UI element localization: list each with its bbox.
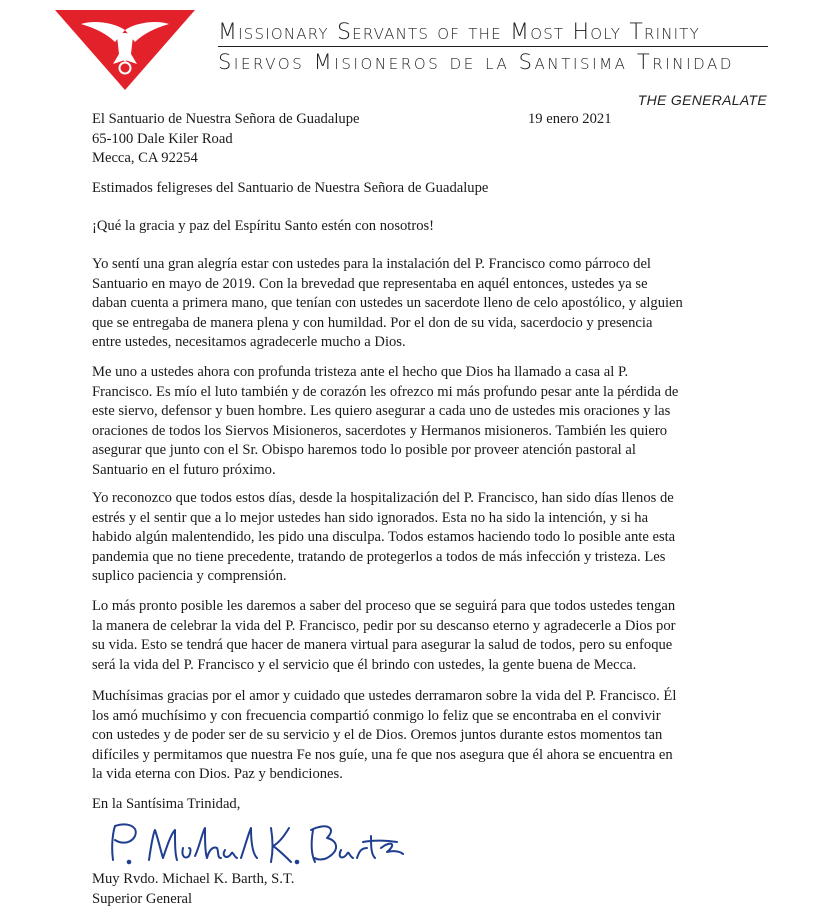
- office-label: THE GENERALATE: [637, 92, 767, 108]
- paragraph-line: será la vida del P. Francisco y el servicio que él brindo con ustedes, la gente buena de Mecca.: [92, 656, 637, 673]
- signer-name: Muy Rvdo. Michael K. Barth, S.T.: [92, 871, 295, 887]
- paragraph-line: este siervo, defensor y buen hombre. Les quiero asegurar a cada uno de ustedes mis oraciones y las: [92, 403, 671, 420]
- signer-block: [92, 870, 732, 909]
- paragraph-line: pandemia que no tiene precedente, tratando de protegerlos a todos de más infección y tristeza. Les: [92, 548, 666, 565]
- address-line: 65-100 Dale Kiler Road: [92, 130, 233, 147]
- salutation: Estimados feligreses del Santuario de Nuestra Señora de Guadalupe: [92, 180, 489, 196]
- paragraph-line: Lo más pronto posible les daremos a saber del proceso que se seguirá para que todos ustedes tengan: [92, 598, 676, 614]
- address-line: Mecca, CA 92254: [92, 150, 198, 167]
- paragraph-1: [92, 255, 732, 353]
- paragraph-line: Me uno a ustedes ahora con profunda tristeza ante el hecho que Dios ha llamado a casa al P.: [92, 364, 629, 380]
- paragraph-line: su vida. Esto se tendrá que hacer de manera virtual para asegurar la salud de todos, pero su enfoque: [92, 637, 673, 654]
- paragraph-line: habido algún malentendido, les pido una disculpa. Todos estamos haciendo todo lo posible ante esta: [92, 529, 676, 546]
- paragraph-line: daban cuenta a primera mano, que tenían con ustedes un sacerdote lleno de celo apostólico, y alguien: [92, 295, 683, 312]
- paragraph-line: difíciles y permitamos que nuestra Fe nos guíe, una fe que nos asegura que él ahora se encuentra en: [92, 746, 673, 763]
- paragraph-line: con ustedes y de poder ser de su servicio y el de Dios. Oremos juntos durante estos momentos tan: [92, 727, 663, 744]
- paragraph-line: asegurar que junto con el Sr. Obispo haremos todo lo posible por proveer atención pastoral al: [92, 442, 636, 459]
- paragraph-line: Muchísimas gracias por el amor y cuidado que ustedes derramaron sobre la vida del P. Francisco. Él: [92, 688, 677, 704]
- paragraph-line: la manera de celebrar la vida del P. Francisco, pedir por su descanso eterno y agradecerle a Dios por: [92, 617, 676, 634]
- paragraph-5: [92, 687, 732, 785]
- paragraph-4: [92, 597, 732, 675]
- letter-date: 19 enero 2021: [528, 111, 612, 127]
- paragraph-3: [92, 489, 732, 587]
- paragraph-line: Francisco. Es mío el luto también y de corazón les ofrezco mi más profundo pesar ante la pérdida de: [92, 383, 679, 400]
- paragraph-line: suplico paciencia y comprensión.: [92, 568, 287, 585]
- recipient-address: [92, 110, 732, 169]
- paragraph-line: entre ustedes, necesitamos agradecerle mucho a Dios.: [92, 334, 406, 351]
- paragraph-line: Yo sentí una gran alegría estar con ustedes para la instalación del P. Francisco como párroco del: [92, 256, 651, 272]
- greeting: ¡Qué la gracia y paz del Espíritu Santo estén con nosotros!: [92, 218, 435, 234]
- paragraph-line: la vida eterna con Dios. Paz y bendiciones.: [92, 766, 343, 783]
- org-name-es: Siervos Misioneros de la Santisima Trinidad: [218, 50, 735, 74]
- paragraph-line: los amó muchísimo y con frecuencia compartió conmigo lo feliz que se encontraba en el convivir: [92, 707, 661, 724]
- paragraph-line: que se entregaba de manera plena y con humildad. Por el don de su vida, sacerdocio y presencia: [92, 314, 653, 331]
- closing: En la Santísima Trinidad,: [92, 796, 241, 812]
- org-name-en: Missionary Servants of the Most Holy Trinity: [218, 20, 768, 47]
- address-line: El Santuario de Nuestra Señora de Guadalupe: [92, 111, 360, 127]
- signer-title: Superior General: [92, 890, 193, 907]
- paragraph-line: estrés y el sentir que a lo mejor ustedes han sido ignorados. Esta no ha sido la intención, y si ha: [92, 509, 649, 526]
- dove-triangle-icon: [55, 10, 195, 90]
- paragraph-line: oraciones de todos los Siervos Misioneros, sacerdotes y Hermanos misioneros. También les quiero: [92, 422, 668, 439]
- paragraph-2: [92, 363, 732, 481]
- paragraph-line: Yo reconozco que todos estos días, desde la hospitalización del P. Francisco, han sido días llenos de: [92, 490, 674, 506]
- handwritten-signature: [105, 818, 405, 873]
- paragraph-line: Santuario en mayo de 2019. Con la brevedad que representaba en aquél entonces, ustedes ya se: [92, 275, 648, 292]
- paragraph-line: Santuario en el futuro próximo.: [92, 461, 276, 478]
